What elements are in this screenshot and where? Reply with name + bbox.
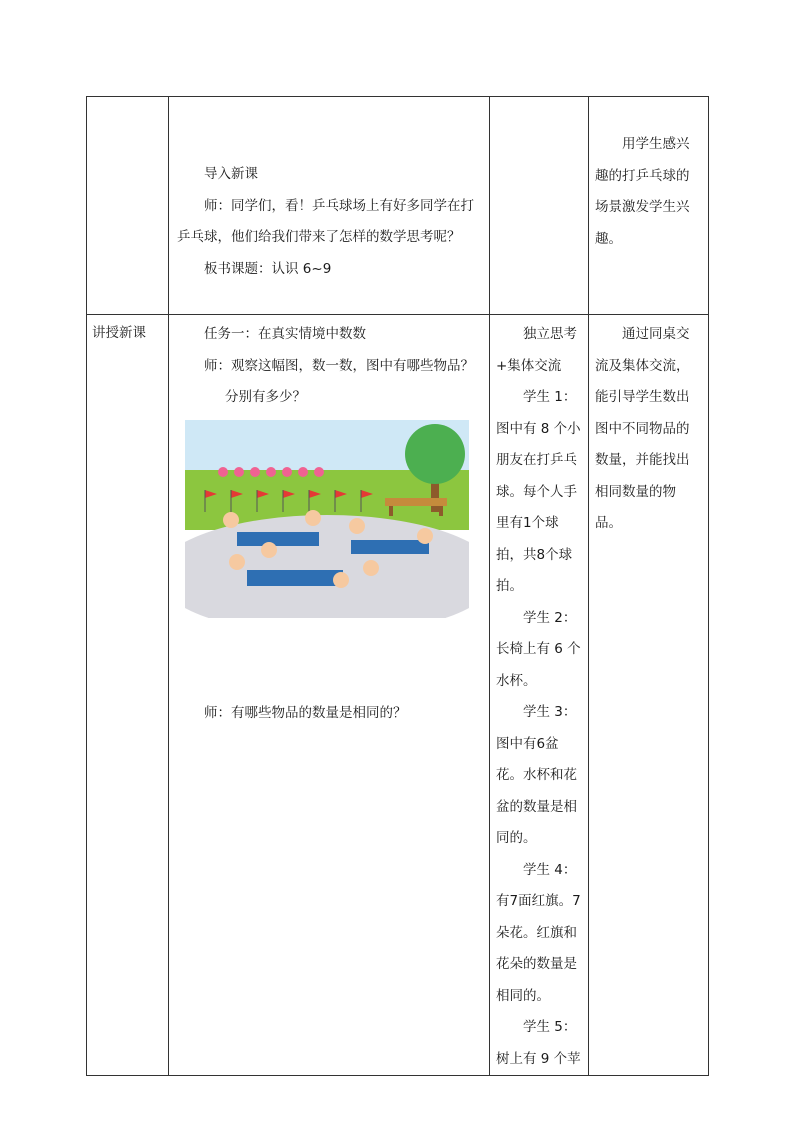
student-answer [496,603,582,698]
student-answer [496,1012,582,1075]
student-answer [496,855,582,1013]
table-tennis-scene-illustration [185,420,469,618]
stage-label-cell [87,97,169,315]
design-intent-text: 用学生感兴趣的打乒乓球的场景激发学生兴趣。 [595,136,690,247]
student-name: 学生 3： [523,704,577,720]
task-title: 任务一：在真实情境中数数 [204,326,366,342]
board-title: 板书课题：认识 6~9 [204,260,332,277]
teacher-question: 师：观察这幅图，数一数，图中有哪些物品？ [204,357,474,374]
stage-label [87,97,168,103]
student-answer-text: 树上有 9 个苹 [496,1050,581,1067]
teacher-activity-cell [169,97,490,315]
student-name: 学生 4： [523,861,577,878]
teacher-question-continued: 分别有多少？ [225,389,306,405]
stage-label: 讲授新课 [92,325,146,341]
teacher-line: 师：同学们，看！乒乓球场上有好多同学在打乒乓球，他们给我们带来了怎样的数学思考呢？ [177,197,474,245]
student-answer [496,697,582,855]
lesson-plan-table [86,96,709,1076]
student-answer-text: 图中有 8 个小朋友在打乒乓球。每个人手里有1个球拍，共8个球拍。 [496,420,581,594]
student-answer-text: 长椅上有 6 个水杯。 [496,641,581,689]
student-name: 学生 1： [523,389,577,405]
design-intent-text: 通过同桌交流及集体交流，能引导学生数出图中不同物品的数量，并能找出相同数量的物品。 [595,326,690,531]
student-activity-cell [490,315,589,1076]
student-answer [496,382,582,603]
student-activity-cell [490,97,589,315]
design-intent-cell [589,97,709,315]
stage-label-cell [87,315,169,1076]
student-answer-text: 图中有6盆花。水杯和花盆的数量是相同的。 [496,735,577,846]
teacher-question: 师：有哪些物品的数量是相同的？ [204,704,407,721]
student-name: 学生 5： [523,1019,577,1035]
student-name: 学生 2： [523,609,577,626]
student-answer-text: 有7面红旗。7朵花。红旗和花朵的数量是相同的。 [496,893,581,1004]
section-heading: 导入新课 [204,166,258,182]
activity-intro: 独立思考+集体交流 [496,326,577,374]
design-intent-cell [589,315,709,1076]
teacher-activity-cell [169,315,490,1076]
table-row [87,315,709,1076]
table-row [87,97,709,315]
